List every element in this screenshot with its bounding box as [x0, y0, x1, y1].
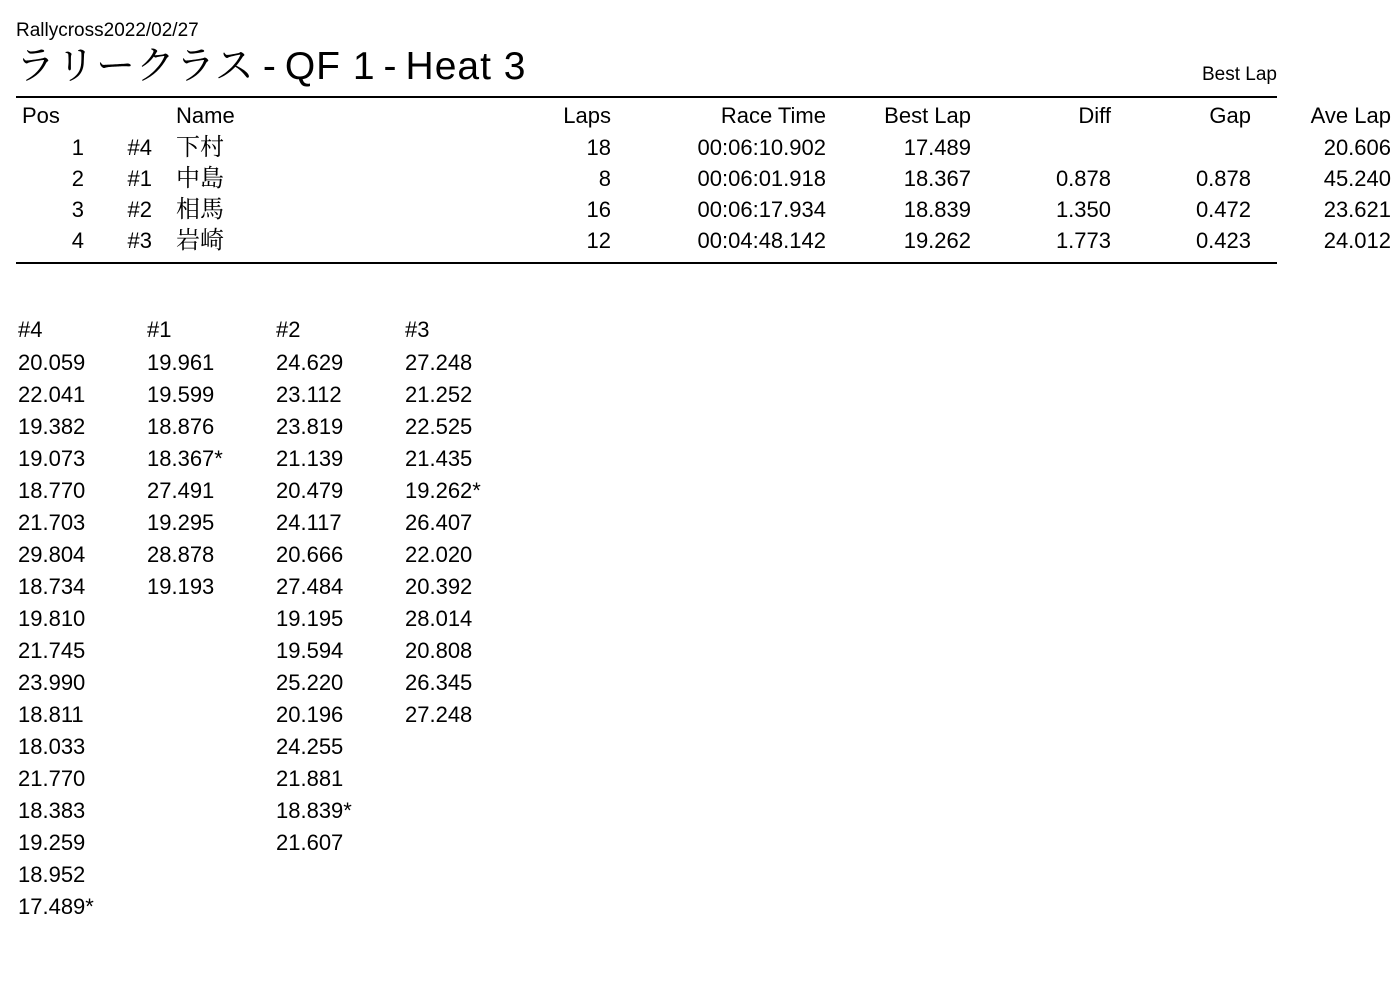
column-header-gap: Gap	[1209, 103, 1251, 128]
lap-time: 19.961	[147, 350, 215, 375]
cell-ave-lap: 23.621	[1323, 197, 1391, 222]
lap-time: 24.255	[276, 734, 344, 759]
lap-column	[276, 314, 405, 923]
cell-race-time: 00:06:10.902	[697, 135, 826, 160]
lap-times-section	[16, 314, 1277, 923]
cell-ave-lap: 24.012	[1323, 228, 1391, 253]
lap-time: 21.252	[405, 382, 473, 407]
lap-time: 20.059	[18, 350, 86, 375]
lap-time: 22.525	[405, 414, 473, 439]
lap-time: 19.262*	[405, 478, 481, 503]
lap-time: 22.041	[18, 382, 86, 407]
cell-laps: 8	[598, 166, 611, 191]
column-header-laps: Laps	[563, 103, 611, 128]
lap-time: 24.117	[276, 510, 342, 535]
lap-time: 20.808	[405, 638, 473, 663]
title-separator-1: -	[262, 45, 277, 88]
lap-time: 18.367*	[147, 446, 223, 471]
lap-time: 27.248	[405, 702, 473, 727]
lap-time: 21.881	[276, 766, 344, 791]
results-table	[16, 98, 1391, 256]
table-row	[16, 163, 1391, 194]
lap-time: 18.876	[147, 414, 215, 439]
cell-laps: 12	[586, 228, 611, 253]
lap-time: 28.878	[147, 542, 215, 567]
cell-number: #3	[127, 228, 152, 253]
lap-column	[147, 314, 276, 923]
cell-spacer	[326, 132, 516, 163]
lap-time: 26.345	[405, 670, 473, 695]
lap-time: 19.193	[147, 574, 215, 599]
lap-time: 21.607	[276, 830, 344, 855]
results-divider-bottom	[16, 262, 1277, 264]
column-header-diff: Diff	[1078, 103, 1111, 128]
lap-time: 26.407	[405, 510, 473, 535]
cell-race-time: 00:06:01.918	[697, 166, 826, 191]
lap-time: 21.139	[276, 446, 344, 471]
lap-time: 27.484	[276, 574, 344, 599]
cell-name: 相馬	[176, 196, 224, 223]
table-row	[16, 132, 1391, 163]
lap-time: 23.990	[18, 670, 86, 695]
column-header-spacer	[326, 98, 516, 132]
column-header-name: Name	[176, 103, 235, 128]
lap-time: 18.033	[18, 734, 86, 759]
cell-spacer	[326, 163, 516, 194]
cell-laps: 18	[586, 135, 611, 160]
title-separator-2: -	[383, 45, 398, 88]
lap-time: 18.952	[18, 862, 86, 887]
lap-time: 23.112	[276, 382, 342, 407]
cell-diff	[971, 132, 1111, 163]
lap-time: 19.295	[147, 510, 215, 535]
lap-time: 18.734	[18, 574, 86, 599]
title-heat: Heat 3	[405, 45, 527, 88]
lap-time: 19.599	[147, 382, 215, 407]
best-lap-legend: Best Lap	[1202, 64, 1277, 85]
cell-gap: 0.423	[1195, 228, 1251, 253]
title-row	[16, 44, 1277, 90]
lap-column-car-number: #2	[276, 317, 301, 342]
table-row	[16, 225, 1391, 256]
lap-time: 19.073	[18, 446, 86, 471]
lap-time: 17.489*	[18, 894, 94, 919]
lap-column-car-number: #1	[147, 317, 172, 342]
cell-gap	[1111, 132, 1251, 163]
cell-diff: 0.878	[1055, 166, 1111, 191]
cell-name: 中島	[176, 165, 224, 192]
cell-pos: 1	[71, 135, 84, 160]
cell-diff: 1.773	[1055, 228, 1111, 253]
cell-name: 岩崎	[176, 227, 224, 254]
lap-time: 22.020	[405, 542, 473, 567]
column-header-race-time: Race Time	[720, 103, 826, 128]
lap-time: 29.804	[18, 542, 86, 567]
cell-diff: 1.350	[1055, 197, 1111, 222]
column-header-number	[84, 98, 158, 132]
lap-time: 18.770	[18, 478, 86, 503]
lap-time: 25.220	[276, 670, 344, 695]
lap-time: 27.491	[147, 478, 215, 503]
cell-best-lap: 18.839	[903, 197, 971, 222]
cell-gap: 0.878	[1195, 166, 1251, 191]
lap-time: 19.195	[276, 606, 344, 631]
table-row	[16, 194, 1391, 225]
lap-time: 18.839*	[276, 798, 352, 823]
results-table-body	[16, 132, 1391, 256]
column-header-best-lap: Best Lap	[884, 103, 971, 128]
lap-time: 19.259	[18, 830, 86, 855]
cell-gap: 0.472	[1195, 197, 1251, 222]
cell-best-lap: 19.262	[903, 228, 971, 253]
title-class: ラリークラス	[16, 45, 255, 88]
column-header-pos: Pos	[22, 103, 60, 128]
lap-time: 21.770	[18, 766, 86, 791]
title-round: QF 1	[284, 45, 376, 88]
cell-number: #4	[127, 135, 152, 160]
cell-laps: 16	[586, 197, 611, 222]
cell-pos: 4	[71, 228, 84, 253]
cell-spacer	[326, 194, 516, 225]
lap-time: 20.196	[276, 702, 344, 727]
lap-time: 28.014	[405, 606, 473, 631]
cell-ave-lap: 45.240	[1323, 166, 1391, 191]
cell-pos: 2	[71, 166, 84, 191]
cell-best-lap: 18.367	[903, 166, 971, 191]
lap-time: 21.435	[405, 446, 473, 471]
cell-pos: 3	[71, 197, 84, 222]
column-header-ave-lap: Ave Lap	[1310, 103, 1391, 128]
lap-time: 21.745	[18, 638, 86, 663]
cell-race-time: 00:04:48.142	[697, 228, 826, 253]
event-name: Rallycross2022/02/27	[16, 20, 199, 41]
lap-time: 19.810	[18, 606, 86, 631]
cell-best-lap: 17.489	[903, 135, 971, 160]
cell-race-time: 00:06:17.934	[697, 197, 826, 222]
lap-time: 27.248	[405, 350, 473, 375]
lap-column-car-number: #3	[405, 317, 430, 342]
table-header-row	[16, 98, 1391, 132]
lap-column-car-number: #4	[18, 317, 43, 342]
cell-number: #2	[127, 197, 152, 222]
page-title	[16, 44, 526, 90]
lap-time: 21.703	[18, 510, 86, 535]
lap-time: 23.819	[276, 414, 344, 439]
lap-time: 20.666	[276, 542, 344, 567]
lap-time: 18.811	[18, 702, 84, 727]
cell-name: 下村	[176, 134, 224, 161]
cell-ave-lap: 20.606	[1323, 135, 1391, 160]
lap-time: 18.383	[18, 798, 86, 823]
lap-time: 19.382	[18, 414, 86, 439]
cell-number: #1	[127, 166, 152, 191]
lap-column	[18, 314, 147, 923]
lap-time: 19.594	[276, 638, 344, 663]
lap-column	[405, 314, 534, 923]
lap-time: 20.392	[405, 574, 473, 599]
cell-spacer	[326, 225, 516, 256]
results-table-head	[16, 98, 1391, 132]
lap-time: 24.629	[276, 350, 344, 375]
lap-time: 20.479	[276, 478, 344, 503]
